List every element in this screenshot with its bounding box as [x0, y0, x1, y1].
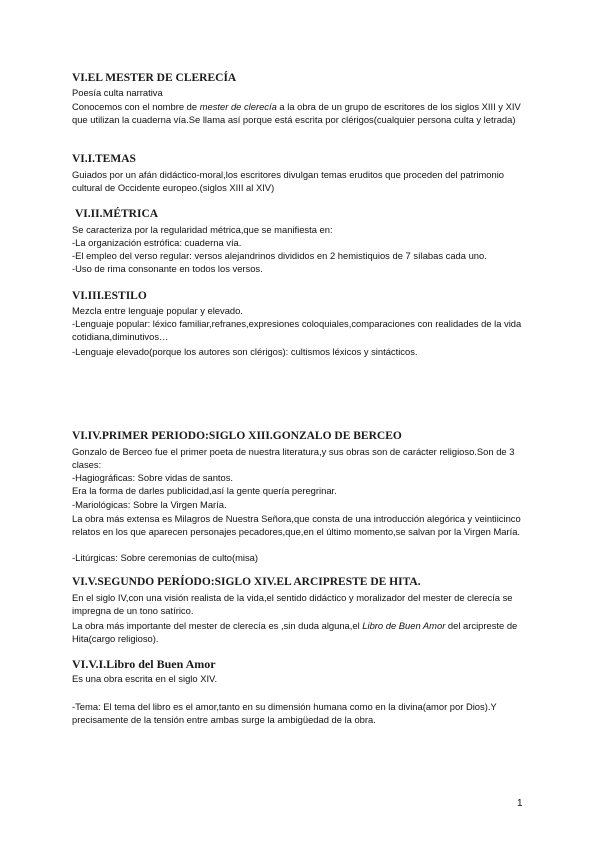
- heading-segundo-periodo: VI.V.SEGUNDO PERÍODO:SIGLO XIV.EL ARCIPRESTE DE HITA.: [72, 576, 421, 588]
- metrica-line: -Uso de rima consonante en todos los versos.: [72, 263, 263, 274]
- heading-primer-periodo: VI.IV.PRIMER PERIODO:SIGLO XIII.GONZALO DE BERCEO: [72, 430, 402, 442]
- estilo-line: Mezcla entre lenguaje popular y elevado.: [72, 305, 243, 316]
- metrica-line: Se caracteriza por la regularidad métrica,que se manifiesta en:: [72, 224, 333, 235]
- berceo-line: -Litúrgicas: Sobre ceremonias de culto(misa): [72, 552, 259, 563]
- estilo-popular: -Lenguaje popular: léxico familiar,refranes,expresiones coloquiales,comparaciones con realidades de la vida cotidiana,diminutivos…: [72, 318, 522, 343]
- heading-estilo: VI.III.ESTILO: [72, 290, 147, 302]
- berceo-line: -Hagiográficas: Sobre vidas de santos.: [72, 472, 234, 483]
- libro-tema: -Tema: El tema del libro es el amor,tanto en su dimensión humana como en la divina(amor por Dios).Y precisamente de la tensión entre ambas surge la ambigüedad de la obra.: [72, 701, 497, 726]
- hita-intro: En el siglo IV,con una visión realista de la vida,el sentido didáctico y moralizador del mester de clerecía se impregna de un tono satírico.: [72, 592, 513, 617]
- subtitle-poesia-culta: Poesía culta narrativa: [72, 87, 163, 98]
- libro-line: Es una obra escrita en el siglo XIV.: [72, 673, 218, 684]
- estilo-elevado: -Lenguaje elevado(porque los autores son clérigos): cultismos léxicos y sintácticos.: [72, 346, 418, 357]
- berceo-line: -Mariológicas: Sobre la Virgen María.: [72, 499, 227, 510]
- metrica-line: -La organización estrófica: cuaderna vía.: [72, 237, 242, 248]
- berceo-line: Era la forma de darles publicidad,así la gente quería peregrinar.: [72, 485, 337, 496]
- paragraph-temas: Guiados por un afán didáctico-moral,los escritores divulgan temas eruditos que proceden del patrimonio cultural de Occidente europeo.(siglos XIII al XIV): [72, 169, 505, 194]
- metrica-line: -El empleo del verso regular: versos alejandrinos divididos en 2 hemistiquios de 7 sílabas cada uno.: [72, 250, 487, 261]
- hita-obra: La obra más importante del mester de clerecía es ,sin duda alguna,el Libro de Buen Amor del arcipreste de Hita(cargo religioso).: [72, 620, 518, 645]
- berceo-milagros: La obra más extensa es Milagros de Nuestra Señora,que consta de una introducción alegórica y veintiicinco relatos en los que aparecen personajes pecadores,que,en el último momento,se salvan por la Virgen María.: [72, 513, 521, 538]
- heading-metrica: VI.II.MÉTRICA: [75, 208, 159, 220]
- page-number: 1: [517, 798, 523, 809]
- heading-temas: VI.I.TEMAS: [72, 153, 136, 165]
- berceo-intro: Gonzalo de Berceo fue el primer poeta de nuestra literatura,y sus obras son de carácter religioso.Son de 3 clases:: [72, 446, 515, 471]
- heading-mester-clerecia: VI.EL MESTER DE CLERECÍA: [72, 72, 237, 84]
- paragraph-mester-definition: Conocemos con el nombre de mester de clerecía a la obra de un grupo de escritores de los siglos XIII y XIV que utilizan la cuaderna vía.Se llama así porque está escrita por clérigos(cualquier persona culta y letrada): [72, 101, 521, 126]
- heading-libro-buen-amor: VI.V.I.Libro del Buen Amor: [72, 657, 216, 671]
